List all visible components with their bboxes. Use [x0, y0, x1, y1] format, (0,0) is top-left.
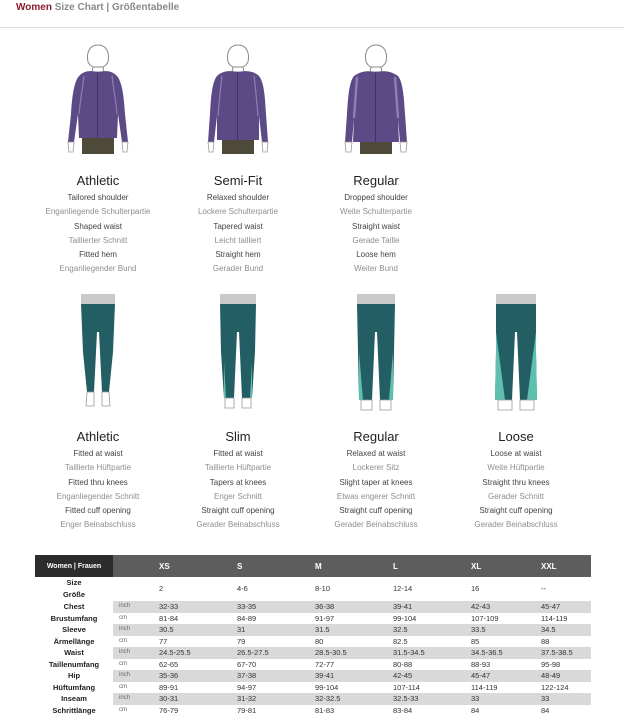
table-cell: 31: [229, 624, 307, 636]
table-cell: 80-88: [393, 659, 413, 669]
jacket-athletic-figure: [58, 42, 138, 160]
table-row: [35, 624, 591, 636]
table-cell: 31.5: [307, 624, 385, 636]
row-label: Hip: [35, 670, 113, 682]
jacket-semifit-figure: [198, 42, 278, 160]
brand-label: Women: [16, 2, 52, 13]
pants-athletic-figure: [68, 292, 128, 417]
fit-feature-de: Gerader Schnitt: [487, 491, 545, 501]
table-cell: 28.5-30.5: [307, 647, 385, 659]
table-cell: 42-45: [385, 670, 463, 682]
table-cell: 33.5: [463, 624, 533, 636]
row-label: Sleeve: [35, 624, 113, 636]
table-cell: 4-6: [237, 584, 248, 594]
fit-feature-de: Gerader Bund: [212, 264, 264, 274]
fit-feature-en: Fitted at waist: [73, 449, 123, 458]
fit-name: Regular: [353, 429, 399, 444]
unit-label: cm: [119, 660, 127, 667]
pants-slim-figure: [208, 292, 268, 417]
fit-feature-de: Gerader Beinabschluss: [474, 520, 558, 530]
fit-feature-en: Dropped shoulder: [344, 193, 408, 202]
table-cell: 84-89: [237, 613, 257, 623]
fit-feature-en: Straight cuff opening: [339, 506, 413, 516]
table-cell: 85: [471, 636, 480, 646]
table-row: [35, 601, 591, 613]
row-label: Ärmellänge: [53, 636, 95, 646]
table-row: [35, 682, 591, 694]
table-cell: 37.5-38.5: [533, 647, 591, 659]
row-label: Taillenumfang: [48, 659, 100, 669]
table-cell: 32-33: [151, 601, 229, 613]
fit-feature-en: Straight hem: [215, 250, 261, 260]
fit-feature-de: Gerader Beinabschluss: [196, 520, 280, 530]
fit-feature-de: Taillierte Hüftpartie: [64, 463, 132, 473]
table-cell: 32-32.5: [307, 693, 385, 705]
fit-feature-en: Straight cuff opening: [201, 506, 275, 516]
fit-feature-en: Fitted thru knees: [68, 477, 128, 487]
table-cell: 45-47: [533, 601, 591, 613]
table-cell: 79: [237, 636, 246, 646]
table-cell: 114-119: [541, 613, 568, 623]
fit-feature-en: Slight taper at knees: [339, 477, 413, 487]
fit-feature-de: Leicht tailliert: [214, 235, 262, 245]
table-cell: 77: [159, 636, 168, 646]
table-cell: 99-104: [393, 613, 417, 623]
fit-feature-de: Weiter Bund: [354, 264, 398, 274]
fit-feature-de: Lockere Schulterpartie: [197, 207, 279, 217]
row-label: Größe: [62, 590, 86, 600]
fit-feature-en: Loose at waist: [490, 449, 542, 458]
table-cell: 31-32: [229, 693, 307, 705]
fit-feature-en: Straight cuff opening: [479, 506, 553, 516]
unit-label: cm: [119, 706, 127, 713]
fit-feature-de: Taillierte Hüftpartie: [204, 463, 272, 473]
jacket-athletic-caption: [23, 172, 173, 277]
fit-feature-en: Relaxed at waist: [346, 449, 406, 458]
table-row: [35, 647, 591, 659]
table-unit-header: [113, 555, 151, 577]
table-header-row: [35, 555, 591, 577]
table-cell: 33: [463, 693, 533, 705]
fit-feature-en: Relaxed shoulder: [206, 193, 270, 202]
row-label: Hüftumfang: [52, 682, 96, 692]
unit-label: cm: [119, 637, 127, 644]
fit-feature-de: Taillierter Schnitt: [68, 235, 128, 245]
table-cell: 32.5: [385, 624, 463, 636]
table-cell: 88: [541, 636, 550, 646]
pants-athletic-caption: [23, 428, 173, 533]
table-cell: 94-97: [237, 682, 257, 692]
table-cell: 33-35: [229, 601, 307, 613]
table-cell: 30.5: [151, 624, 229, 636]
fit-feature-de: Enganliegende Schulterpartie: [45, 207, 151, 217]
fit-name: Athletic: [76, 173, 120, 188]
page-title: [16, 2, 179, 13]
table-cell: 62-65: [159, 659, 179, 669]
size-header: L: [385, 555, 463, 577]
table-corner-label: Women | Frauen: [35, 555, 113, 577]
fit-feature-en: Fitted hem: [79, 250, 117, 260]
table-cell: 99-104: [315, 682, 339, 692]
unit-label: inch: [113, 601, 151, 613]
unit-label: inch: [113, 647, 151, 659]
table-cell: 81-83: [315, 705, 335, 715]
pants-loose-figure: [486, 292, 546, 417]
table-cell: 34.5: [533, 624, 591, 636]
table-row: [35, 693, 591, 705]
pants-regular-caption: [301, 428, 451, 533]
jacket-regular-caption: [301, 172, 451, 277]
table-cell: 114-119: [471, 682, 498, 692]
fit-feature-de: Enganliegender Bund: [59, 264, 137, 274]
fit-feature-de: Enganliegender Schnitt: [56, 491, 140, 501]
pants-loose-caption: [441, 428, 591, 533]
row-label: Chest: [35, 601, 113, 613]
unit-label: cm: [119, 683, 127, 690]
size-header: XL: [463, 555, 533, 577]
table-cell: 26.5-27.5: [229, 647, 307, 659]
table-row: [35, 705, 591, 717]
table-cell: 82.5: [393, 636, 408, 646]
unit-label: inch: [113, 693, 151, 705]
row-label: Size: [66, 578, 82, 588]
table-cell: 122-124: [541, 682, 569, 692]
table-cell: --: [541, 584, 546, 594]
table-cell: 89-91: [159, 682, 179, 692]
fit-feature-de: Weite Hüftpartie: [487, 463, 545, 473]
fit-feature-en: Tapers at knees: [209, 477, 267, 487]
table-cell: 34.5-36.5: [463, 647, 533, 659]
fit-feature-de: Gerader Beinabschluss: [334, 520, 418, 530]
table-cell: 107-109: [471, 613, 499, 623]
table-cell: 31.5-34.5: [385, 647, 463, 659]
row-label: Inseam: [35, 693, 113, 705]
table-cell: 37-38: [229, 670, 307, 682]
row-label: Brustumfang: [50, 613, 98, 623]
table-cell: 81-84: [159, 613, 179, 623]
size-header: M: [307, 555, 385, 577]
title-text: Size Chart | Größentabelle: [54, 2, 180, 13]
table-cell: 16: [471, 584, 480, 594]
fit-feature-en: Fitted cuff opening: [65, 506, 131, 516]
table-row-size: [35, 577, 591, 589]
fit-feature-en: Straight waist: [351, 221, 401, 231]
fit-name: Semi-Fit: [213, 173, 263, 188]
size-header: XS: [151, 555, 229, 577]
table-row: [35, 636, 591, 648]
fit-name: Slim: [225, 429, 251, 444]
fit-feature-de: Weite Schulterpartie: [340, 207, 412, 217]
fit-feature-de: Gerade Taille: [352, 235, 400, 245]
pants-slim-caption: [163, 428, 313, 533]
fit-feature-en: Fitted at waist: [213, 449, 263, 458]
table-cell: 84: [541, 705, 550, 715]
fit-feature-en: Tapered waist: [213, 221, 263, 231]
pants-regular-figure: [346, 292, 406, 417]
fit-feature-en: Tailored shoulder: [67, 193, 129, 202]
fit-feature-en: Loose hem: [356, 250, 396, 260]
table-cell: 33: [533, 693, 591, 705]
unit-label: cm: [119, 614, 127, 621]
row-label: Schrittlänge: [52, 705, 96, 715]
fit-feature-de: Enger Schnitt: [213, 491, 263, 501]
table-cell: 76-79: [159, 705, 179, 715]
table-cell: 95-98: [541, 659, 561, 669]
table-row: [35, 613, 591, 625]
table-cell: 80: [315, 636, 324, 646]
table-cell: 48-49: [533, 670, 591, 682]
fit-name: Athletic: [76, 429, 120, 444]
table-cell: 107-114: [393, 682, 420, 692]
table-cell: 79-81: [237, 705, 257, 715]
table-cell: 24.5-25.5: [151, 647, 229, 659]
table-cell: 32.5-33: [385, 693, 463, 705]
table-cell: 12-14: [393, 584, 413, 594]
table-cell: 72-77: [315, 659, 335, 669]
size-header: XXL: [533, 555, 591, 577]
table-row: [35, 670, 591, 682]
fit-feature-de: Etwas engerer Schnitt: [336, 491, 416, 501]
fit-feature-en: Straight thru knees: [482, 477, 550, 487]
fit-feature-de: Enger Beinabschluss: [60, 520, 136, 530]
table-cell: 8-10: [315, 584, 331, 594]
table-cell: 88-93: [471, 659, 491, 669]
size-header: S: [229, 555, 307, 577]
table-cell: 67-70: [237, 659, 257, 669]
table-cell: 36-38: [307, 601, 385, 613]
table-cell: 30-31: [151, 693, 229, 705]
table-cell: 39-41: [307, 670, 385, 682]
fit-feature-en: Shaped waist: [73, 221, 123, 231]
page-header: [0, 0, 624, 28]
jacket-regular-figure: [336, 42, 416, 160]
table-cell: 83-84: [393, 705, 413, 715]
table-cell: 84: [471, 705, 480, 715]
unit-label: inch: [113, 670, 151, 682]
table-cell: 35-36: [151, 670, 229, 682]
table-cell: 91-97: [315, 613, 335, 623]
table-cell: 45-47: [463, 670, 533, 682]
table-cell: 2: [159, 584, 164, 594]
table-cell: 39-41: [385, 601, 463, 613]
fit-name: Regular: [353, 173, 399, 188]
table-cell: 42-43: [463, 601, 533, 613]
table-row: [35, 659, 591, 671]
size-table: [35, 555, 591, 716]
fit-feature-de: Lockerer Sitz: [352, 463, 400, 473]
jacket-semifit-caption: [163, 172, 313, 277]
unit-label: inch: [113, 624, 151, 636]
fit-name: Loose: [498, 429, 534, 444]
row-label: Waist: [35, 647, 113, 659]
